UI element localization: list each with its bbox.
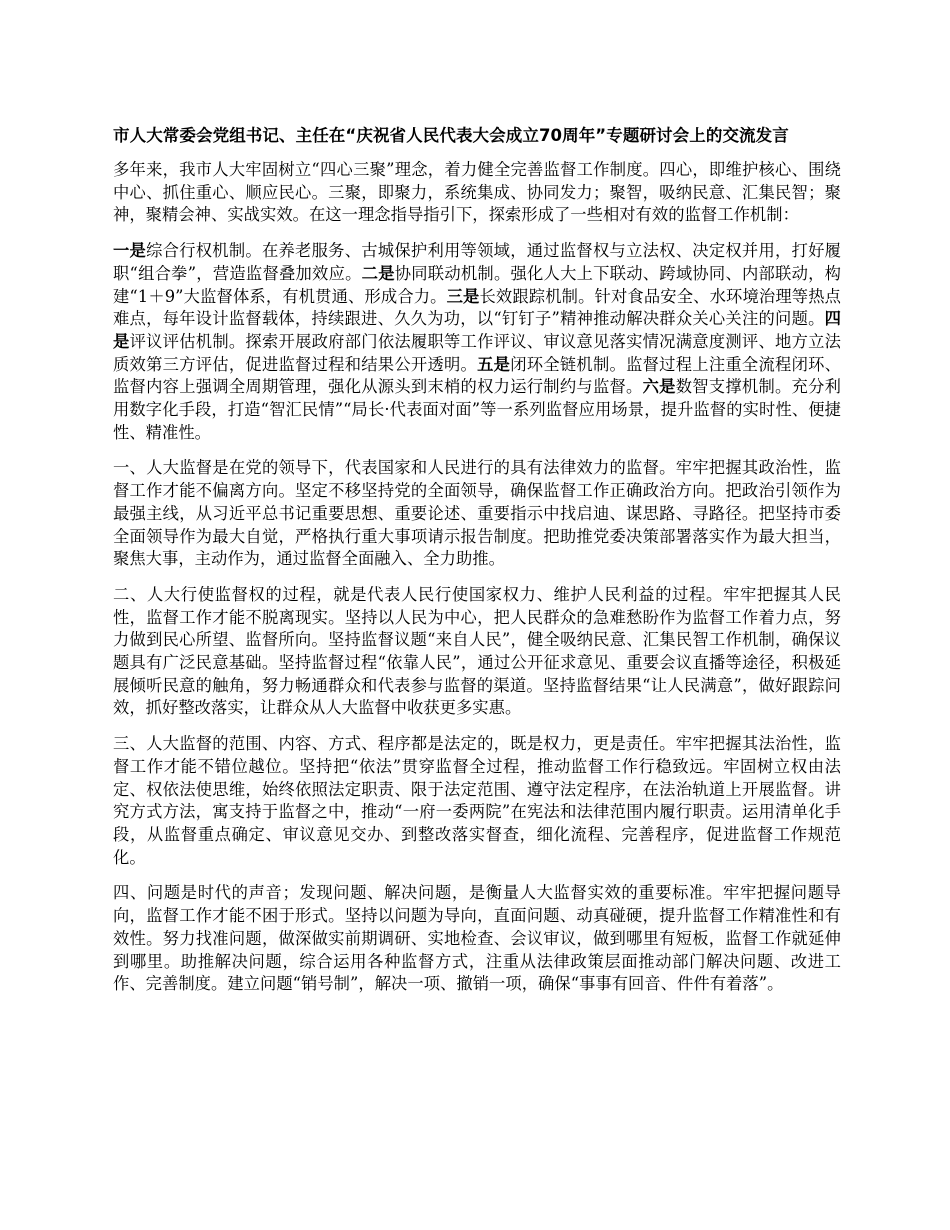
document-title: 市人大常委会党组书记、主任在“庆祝省人民代表大会成立70周年”专题研讨会上的交流发言 (113, 126, 789, 145)
mechanism-text: 数智支撑机制。充分利用数字化手段，打造“智汇民情”“局长·代表面对面”等一系列监督应用场景，提升监督的实时性、便捷性、精准性。 (113, 377, 841, 442)
section-paragraph-3: 三、人大监督的范围、内容、方式、程序都是法定的，既是权力，更是责任。牢牢把握其法治性，监督工作才能不错位越位。坚持把“依法”贯穿监督全过程，推动监督工作行稳致远。牢固树立权由法定、权依法使思维，始终依照法定职责、限于法定范围、遵守法定程序，在法治轨道上开展监督。讲究方式方法，寓支持于监督之中，推动“一府一委两院”在宪法和法律范围内履行职责。运用清单化手段，从监督重点确定、审议意见交办、到整改落实督查，细化流程、完善程序，促进监督工作规范化。 (113, 734, 841, 867)
mechanism-label: 二是 (361, 263, 395, 283)
mechanisms-paragraph (113, 240, 841, 444)
mechanism-text: 协同联动机制。强化人大上下联动、跨域协同、内部联动，构建“1＋9”大监督体系，有机贯通、形成合力。 (113, 263, 841, 306)
document-page (113, 124, 841, 1009)
mechanism-label: 三是 (446, 286, 480, 306)
section-paragraph-1: 一、人大监督是在党的领导下，代表国家和人民进行的具有法律效力的监督。牢牢把握其政治性，监督工作才能不偏离方向。坚定不移坚持党的全面领导，确保监督工作正确政治方向。把政治引领作为最强主线，从习近平总书记重要思想、重要论述、重要指示中找启迪、谋思路、寻路径。把坚持市委全面领导作为最大自觉，严格执行重大事项请示报告制度。把助推党委决策部署落实作为最大担当，聚焦大事，主动作为，通过监督全面融入、全力助推。 (113, 458, 841, 569)
mechanism-text: 长效跟踪机制。针对食品安全、水环境治理等热点难点，每年设计监督载体，持续跟进、久久为功，以“钉钉子”精神推动解决群众关心关注的问题。 (113, 286, 841, 329)
section-paragraph-4: 四、问题是时代的声音；发现问题、解决问题，是衡量人大监督实效的重要标准。牢牢把握问题导向，监督工作才能不困于形式。坚持以问题为导向，直面问题、动真碰硬，提升监督工作精准性和有效性。努力找准问题，做深做实前期调研、实地检查、会议审议，做到哪里有短板，监督工作就延伸到哪里。助推解决问题，综合运用各种监督方式，注重从法律政策层面推动部门解决问题、改进工作、完善制度。建立问题“销号制”，解决一项、撤销一项，确保“事事有回音、件件有着落”。 (113, 883, 841, 994)
section-paragraph-2: 二、人大行使监督权的过程，就是代表人民行使国家权力、维护人民利益的过程。牢牢把握其人民性，监督工作才能不脱离现实。坚持以人民为中心，把人民群众的急难愁盼作为监督工作着力点，努力做到民心所望、监督所向。坚持监督议题“来自人民”，健全吸纳民意、汇集民智工作机制，确保议题具有广泛民意基础。坚持监督过程“依靠人民”，通过公开征求意见、重要会议直播等途径，积极延展倾听民意的触角，努力畅通群众和代表参与监督的渠道。坚持监督结果“让人民满意”，做好跟踪问效，抓好整改落实，让群众从人大监督中收获更多实惠。 (113, 584, 841, 718)
intro-paragraph: 多年来，我市人大牢固树立“四心三聚”理念，着力健全完善监督工作制度。四心，即维护核心、围绕中心、抓住重心、顺应民心。三聚，即聚力，系统集成、协同发力；聚智，吸纳民意、汇集民智；聚神，聚精会神、实战实效。在这一理念指导指引下，探索形成了一些相对有效的监督工作机制： (113, 160, 841, 225)
mechanism-label: 一是 (113, 241, 147, 261)
mechanism-label: 六是 (642, 377, 676, 397)
mechanism-label: 五是 (477, 354, 511, 374)
mechanism-text: 评议评估机制。探索开展政府部门依法履职等工作评议、审议意见落实情况满意度测评、地方立法质效第三方评估，促进监督过程和结果公开透明。 (113, 331, 841, 374)
mechanism-text: 综合行权机制。在养老服务、古城保护利用等领域，通过监督权与立法权、决定权并用，打好履职“组合拳”，营造监督叠加效应。 (113, 241, 841, 283)
mechanism-label: 四是 (113, 309, 841, 351)
mechanism-text: 闭环全链机制。监督过程上注重全流程闭环、监督内容上强调全周期管理，强化从源头到末梢的权力运行制约与监督。 (113, 354, 841, 397)
